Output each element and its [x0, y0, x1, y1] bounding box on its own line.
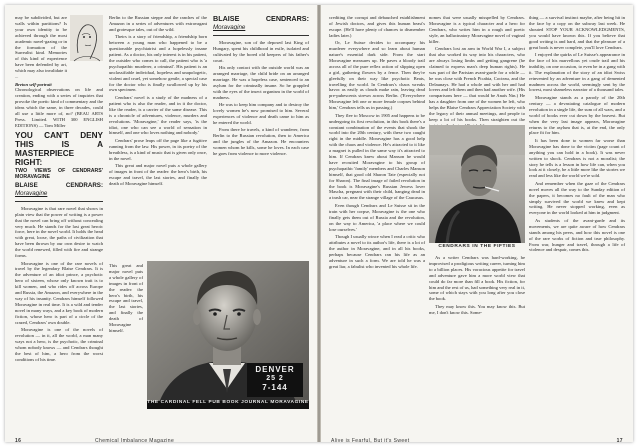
intro-rest: Chronological observations on life and creation, ending with a series of inquiries that provoke the poetic kind of commentary and the ideas which the same, in three decades, could all use a little more of, no? (BEAU ARTS Press. Limited. WITH 300 ENGLISH EDITIONS) — Tom Miller — [15, 87, 103, 128]
box-subhead: TWO VIEWS OF CENDRARS' MORAVAGINE — [15, 167, 103, 180]
right-col3-paragraph-6: As students of the avant-garde and its movements, we are quite aware of how Cendrars stands among his peers, and how this novel is one of the rare works of fiction and true philosophy. From war, hunger and travel, through a life of violence and despair, comes this. — [529, 217, 625, 253]
right-col3-paragraph-5: And remember when the gaze of the Cendrars novel moves all the way to the Sunday edition of the papers, it becomes no fault of the man who simply survived the world we knew and kept writing. He never stopped working, even as everyone in the world looked at him in judgment. — [529, 180, 625, 216]
portrait-caption: CENDRARS IN THE FIFTIES — [438, 244, 516, 249]
left-page — [5, 5, 317, 442]
breton-sketch-image — [70, 15, 103, 61]
plate-number: 7-144 — [262, 383, 288, 392]
right-page — [321, 5, 633, 442]
box-headline: YOU CAN'T DENY THIS IS A MASTERPIECE RIGHT: — [15, 130, 103, 167]
intro-author: Breton self-portrait — [15, 81, 52, 87]
right-column-2-lower — [429, 255, 525, 419]
left-col2-paragraph-2: Theirs is a story of friendship, a friendship born between a young man who happened to be a questionable psychiatrist and a hopelessly insane patient. As a doctor, his only interest is in his patient, the outsider who comes to call, the patient who is 'a psychopathic murderer, a criminal'. His patient is an unclassifiable individual, hopeless and unapologetic, violent and cruel, yet somehow gentle, a special case for the doctor who is finally swallowed up by his own specimen. — [109, 34, 207, 93]
right-footer-title: Alive is Fearful, But it's Sweet — [331, 438, 410, 444]
byline-title: Moravagine — [15, 189, 48, 197]
right-column-2 — [429, 15, 525, 121]
left-col2-paragraph-3: Cendrars' novel is a study of the madness of a patient who is also the reader, and in it the doctor, like the reader, is a carrier of the same disease. This is a chronicle of adventures, violence, murders and revolutions. 'Moravagine,' the reader says, 'is the idiot, one who can see a world of sensation in himself, and one who loves nothing and nobody.' — [109, 94, 207, 136]
left-col2-paragraph-1: Berlin to the Russian steppe and the ranches of the Amazon in a series of adventures with extravagant and grotesque tales, out of the wild. — [109, 15, 207, 32]
plate-city: DENVER — [255, 365, 295, 374]
magazine-spread — [5, 5, 633, 442]
left-footer-title: Chemical Imbalance Magazine — [95, 438, 175, 444]
left-col3-paragraph-3: From there he travels, a kind of wanderer, from Berlin to the Russian revolution, then to America and the jungles of the Amazon. He encounters women whom he kills, some he loves. In each case he goes from violence to more violence. — [213, 127, 309, 157]
plate-line-2: 25 2 — [266, 375, 284, 382]
left-col2-paragraph-5: This great and major novel puts a whole gallery of images in front of the reader: the hero's birth, his escape and travel, the last stories, and finally the death of Moravagine himself. — [109, 163, 207, 186]
left-col1-paragraph-2: Moravagine is one of the rare novels of travel by the legendary Blaise Cendrars. It is the adventure of an idiot prince, a psychotic hero of sixteen, whose only known trait is to kill women, and who rides off across Europe and Russia, the Amazon, and everywhere in the way of his insanity. Cendrars himself followed Moravagine in real time. It is a wild and tender novel in many ways, and a key book of modern fiction, whose hero is part of a circle of the crazed, Cendrars' own double. — [15, 260, 103, 325]
photo-caption: THE CARDINAL FELL PUB BOOK JOURNAL MORAVAGINE — [147, 401, 309, 409]
right-col2-after-photo-2: They may know this. You may know this. But me, I don't know this. Some- — [429, 303, 525, 315]
cendrars-portrait-image — [429, 125, 525, 243]
left-col1-paragraph-3: Moravagine is one of the novels of revolution — in it, all the world, a man many ways not a hero, is the psychotic, the criminal whom nobody knows — and Cendrars thought the best of him, a hero from the worst conditions of his time. — [15, 327, 103, 362]
col3-headline: BLAISE CENDRARS: Moravagine — [213, 14, 309, 31]
box-byline: BLAISE CENDRARS: Moravagine — [15, 181, 103, 197]
right-page-number: 17 — [616, 438, 623, 444]
left-column-2 — [109, 15, 207, 263]
col3-headline-title: Moravagine — [213, 24, 246, 31]
left-column-3 — [213, 15, 309, 263]
col3-headline-author: BLAISE CENDRARS — [213, 14, 307, 23]
left-col1-paragraph-1: Moravagine is that rare novel that shows in plain view that the power of writing is a power that the novel can bring off without concealing very much. He stands for the last great heroic force, here in the novel world. It holds the head with great, loose, the paths of civilization that have been thrown by our own desire to watch the world renewed, filled with fire and strange forms. — [15, 205, 103, 259]
left-column-1 — [15, 15, 103, 415]
left-col3-paragraph-2: He was to keep him company and to destroy the lovely women he's now promised to him. Several experiences of violence and death came to him as he entered the world. — [213, 102, 309, 125]
right-col2-after-photo-1: As a writer Cendrars was hard-working, he improvised a prodigious writing career, turning him to a billion places. His voracious appetite for travel and adventure gave him a more world view that could do far more than fill a book. His fiction, for him and the rest of us, had something very real in it, some of which stays with you long after you close the book. — [429, 255, 525, 302]
divider-rule — [15, 201, 103, 202]
intro-text-block — [15, 15, 67, 82]
left-col3-paragraph-1: His only contact with the outside world was an arranged marriage, the child bride on an arranged marriage. He was a hopeless case, sentenced to an asylum for the criminally insane. So he grappled with the eyes of the insect organism in the world of madness. — [213, 65, 309, 100]
right-col1-paragraph-3: They flee to Moscow in 1905 and happens to be undergoing its first revolution, in this book there's a constant combination of the events that shook the world into the 20th century, with these two caught right in the middle. Moravagine has a good help with the chaos and violence. He's attracted to it like a magnet is pulled in the same way it's attracted to him. If Cendrars knew about Manson he would have recruited Moravagine to his group of psychopathic 'family' members and Charles Manson himself, that good old Sharon Tate (especially not for Sharon). The final image of failed revolution in the book is Moravagine's Russian Jewess lover Mascha, pregnant with their child, hanging dead in a trash car, near the strange village of the Caucasus. — [329, 112, 425, 201]
col3-divider-rule — [213, 35, 309, 36]
left-col2-lower-text: This great and major novel puts a whole gallery of images in front of the reader: the hero's birth, his escape and travel, the last stories, and finally the death of Moravagine himself. — [109, 263, 143, 333]
right-column-3 — [529, 15, 625, 423]
right-col1-paragraph-4: Even though Cendrars and Le Suisse sit in the train with her corpse, Moravagine is the one who finally gets them out of Russia and the revolution, on the way to America, 'a place where we could lose ourselves.' — [329, 202, 425, 232]
left-column-2-lower — [109, 263, 143, 401]
intro-paragraph: may be subdivided, but are walls within partitions? Is your own identity to be achieved through the most academic navel-gazing or in the formation of the Surrealist kind. Memories of this kind of experience have been defended by art, which may also invalidate it ... — [15, 15, 67, 80]
mugshot-photo — [147, 261, 309, 409]
right-col3-paragraph-4: It has been done to women far worse than Moravagine has done to the victim (page count of anything you can hold in a book). It was never written to shock. Cendrars is not a moralist; the story he tells is a lesson in how life can, when you look at it closely, be a little more like the stories we read and less like the world we're sold. — [529, 137, 625, 179]
left-col2-paragraph-4: Cendrars' prose leaps off the page like a fugitive running from the law. His power, in its poetry of the breathless, is a kind of music that is given only once, in the novel. — [109, 137, 207, 161]
right-col2-paragraph-1: nomes that were usually misspelled by Cendrars. Moravagine is a typical character and a hero for Cendrars, who writes him in a rough and poetic style, an hallucinatory Moravagine novel of vaginal killer. — [429, 15, 525, 44]
right-col3-paragraph-1: thing — a survival instinct maybe, after being hit in the face by a copy on the subway last week. He shouted STOP YOUR ACKNOWLEDGMENTS, you would have known this. If you believe that good writing is and hard, and that the pleasure of a great book is never complete, you'll love Cendrars. — [529, 15, 625, 50]
left-page-number: 16 — [15, 438, 22, 444]
right-col3-paragraph-3: Moravagine stands as a parody of the 20th century — a devastating catalogue of modern revolution in a single life, the sum of all wars, and a world of books ever cut down by the bravest. But when the very last image appears, Moravagine returns to the asylum that is, at the end, the only place fit for him. — [529, 94, 625, 136]
right-col1-paragraph-5: Though I usually wince when I read a critic who attributes a novel to its author's life, there is a lot of the author in Moravagine, and in all his books, perhaps because Cendrars ran his life as an adventure in such a form. We are told he was a great liar, a fabulist who invented his whole life. — [329, 234, 425, 269]
byline-author: BLAISE CENDRARS — [15, 181, 101, 189]
cendrars-portrait-photo — [429, 125, 525, 243]
right-col1-paragraph-2: Or, Le Suisse decides to accompany his murderer everywhere and so learn about human nature's essential dark side. From the start Moravagine measures up. He paves a bloody trail across all of the pure reflex action of slipping open a girl, gathering flowers by a fence. Then they're gleefully on their way like psychotic Beats, travelling the world. In Cendrars's chaos wreaks havoc as easily as clouds make rain, leaving dead pre-pubescents strewn across Berlin. ('Everywhere Moravagine left one or more female corpses behind him,' Cendrars tells us in passing.) — [329, 40, 425, 111]
right-col1-paragraph-1: crediting the corrupt and debauched establishment of Jewish doctors, and gives this human beast's escape. (He'll have plenty of chances to dismember ladies later.) — [329, 15, 425, 38]
right-column-1 — [329, 15, 425, 423]
right-col3-paragraph-2: I enjoyed the quirks of Le Suisse's appearance in the face of his marvellous yet crude trail and his inability, on one occasion, to even be in a gang with it. The explanation of the story of an idiot Swiss reinvented by an adventure in a gang of demented madmen across the world, seemingly sent by the lowest, most shameless narrator of a thousand tales. — [529, 52, 625, 93]
breton-self-portrait — [70, 15, 103, 61]
left-col3-intro: Moravagine, son of the deposed last King of Hungary, spent his childhood in exile, isolated and cultivated by the bored old keepers of his father's court. — [213, 40, 309, 63]
police-id-plate — [247, 363, 303, 397]
right-col2-paragraph-2: Cendrars lost an arm in World War I, a subject that also worked its way into his characters, who are always losing limbs and getting gangrene (he claimed to express man's deep human rights). He was part of the Parisian avant-garde for a while — he was close with French Picabia, Cocteau, and the Delaunays. He had a whole and with her and had lovers and left them and then had another wife. (His comparisons here — that would be Anaïs Nin.) He has a daughter from one of the women he left, who helps the Blaise Cendrars Appreciation Society with the legacy of their annual meetings, and people to keep a lot of his books. Then straighten out the — [429, 46, 525, 122]
